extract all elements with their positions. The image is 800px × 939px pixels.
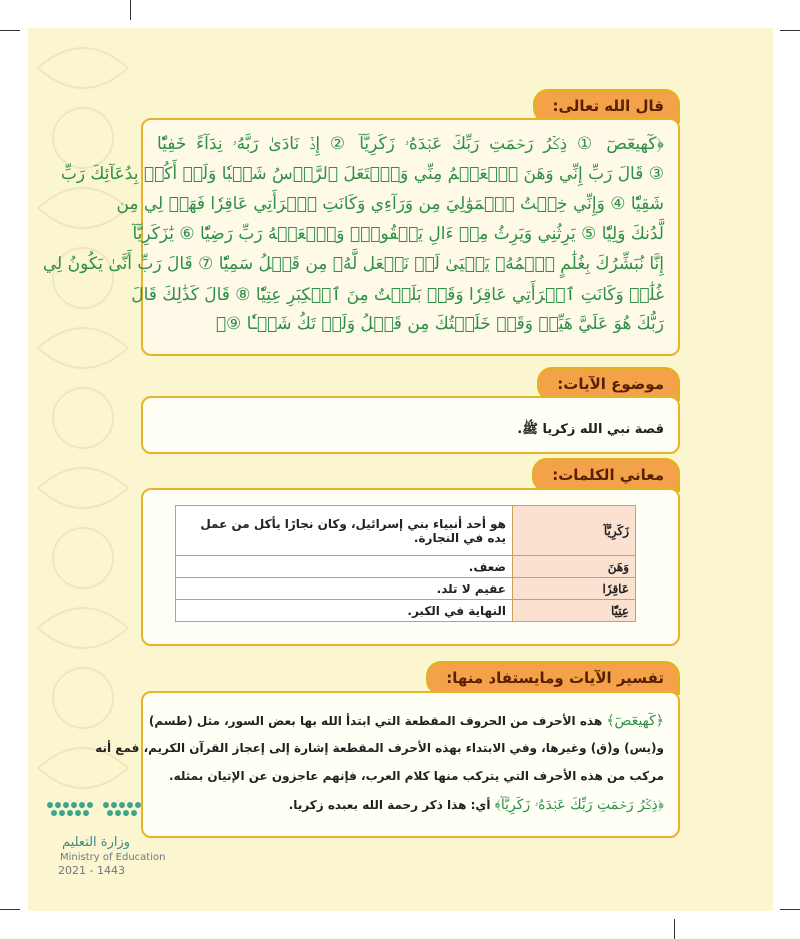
tafsir-text: أي: هذا ذكر رحمة الله بعبده زكريا. <box>288 798 491 812</box>
logo-arabic: وزارة التعليم <box>62 835 131 850</box>
quran-line: رَبُّكَ هُوَ عَلَيَّ هَيِّنٞ وَقَدۡ خَلَقۡتُكَ مِن قَبۡلُ وَلَمۡ تَكُ شَيۡـٔٗا ⑨﴾ <box>215 314 664 334</box>
meanings-heading: معاني الكلمات: <box>532 458 680 492</box>
quran-quote: ﴿ذِكۡرُ رَحۡمَتِ رَبِّكَ عَبۡدَهُۥ زَكَرِيَّآ﴾ <box>494 797 664 813</box>
meaning-cell: ضعف. <box>176 556 513 578</box>
word-cell: عَاقِرٗا <box>513 578 636 600</box>
tafsir-box <box>95 691 680 838</box>
quran-line: ﴿كٓهيعٓصٓ ① ذِكۡرُ رَحۡمَتِ رَبِّكَ عَبۡدَهُۥ زَكَرِيَّآ ② إِذۡ نَادَىٰ رَبَّهُۥ نِدَآءً خَفِيّٗا <box>157 134 664 154</box>
tafsir-heading: تفسير الآيات ومايستفاد منها: <box>426 661 680 695</box>
word-cell: زَكَرِيَّآ <box>513 506 636 556</box>
quran-quote: ﴿كٓهيعٓصٓ﴾ <box>606 713 664 729</box>
quran-line: غُلَٰمٞ وَكَانَتِ ٱمۡرَأَتِي عَاقِرٗا وَقَدۡ بَلَغۡتُ مِنَ ٱلۡكِبَرِ عِتِيّٗا ⑧ قَالَ كَذَٰلِكَ قَالَ <box>131 285 664 305</box>
crop-mark <box>0 30 20 31</box>
meaning-cell: النهاية في الكبر. <box>176 600 513 622</box>
word-cell: عِتِيّٗا <box>513 600 636 622</box>
meanings-box <box>141 488 680 646</box>
crop-mark <box>674 919 675 939</box>
table-row <box>176 600 636 622</box>
verses-heading: قال الله تعالى: <box>533 89 680 123</box>
tafsir-text: هذه الأحرف من الحروف المقطعة التي ابتدأ الله بها بعض السور، مثل (طسم) <box>148 714 603 728</box>
table-row <box>176 578 636 600</box>
quran-line: إِنَّا نُبَشِّرُكَ بِغُلَٰمٍ ٱسۡمُهُۥ يَحۡيَىٰ لَمۡ نَجۡعَل لَّهُۥ مِن قَبۡلُ سَمِيّٗا ⑦ قَالَ رَبِّ أَنَّىٰ يَكُونُ لِي <box>42 254 664 274</box>
topic-box <box>141 396 680 454</box>
topic-text: قصة نبي الله زكريا ﷺ. <box>517 422 664 437</box>
meaning-cell: عقيم لا تلد. <box>176 578 513 600</box>
tafsir-line <box>157 797 664 813</box>
ornament-pattern <box>28 28 138 911</box>
tafsir-line: مركب من هذه الأحرف التي يتركب منها كلام العرب، فإنهم عاجزون عن الإتيان بمثله. <box>169 769 664 783</box>
table-row <box>176 556 636 578</box>
meaning-line: يده في النجارة. <box>413 530 506 545</box>
quran-verses-box <box>42 118 680 356</box>
logo-year: 2021 - 1443 <box>58 864 125 877</box>
crop-mark <box>130 0 131 20</box>
quran-line: شَقِيّٗا ④ وَإِنِّي خِفۡتُ ٱلۡمَوَٰلِيَ مِن وَرَآءِي وَكَانَتِ ٱمۡرَأَتِي عَاقِرٗا فَهَبۡ لِي مِن <box>116 194 664 214</box>
crop-mark <box>780 909 800 910</box>
meaning-cell <box>176 506 513 556</box>
table-row <box>176 506 636 556</box>
crop-mark <box>780 30 800 31</box>
meaning-line: هو أحد أنبياء بني إسرائيل، وكان نجارًا يأكل من عمل <box>200 516 506 531</box>
word-meanings-table <box>175 505 636 622</box>
tafsir-line <box>148 713 664 729</box>
crop-mark <box>0 909 20 910</box>
topic-heading: موضوع الآيات: <box>537 367 680 401</box>
quran-line: لَّدُنكَ وَلِيّٗا ⑤ يَرِثُنِي وَيَرِثُ مِنۡ ءَالِ يَعۡقُوبَۖ وَٱجۡعَلۡهُ رَبِّ رَضِيّٗا ⑥ يَٰزَكَرِيَّآ <box>132 224 664 244</box>
word-cell: وَهَنَ <box>513 556 636 578</box>
tafsir-line: و(يس) و(ق) وغيرها، وفي الابتداء بهذه الأحرف المقطعة إشارة إلى إعجاز القرآن الكريم، فمع أنه <box>95 741 664 755</box>
logo-english: Ministry of Education <box>60 852 166 863</box>
quran-line: ③ قَالَ رَبِّ إِنِّي وَهَنَ ٱلۡعَظۡمُ مِنِّي وَٱشۡتَعَلَ ٱلرَّأۡسُ شَيۡبٗا وَلَمۡ أَكُنۢ بِدُعَآئِكَ رَبِّ <box>60 164 664 184</box>
